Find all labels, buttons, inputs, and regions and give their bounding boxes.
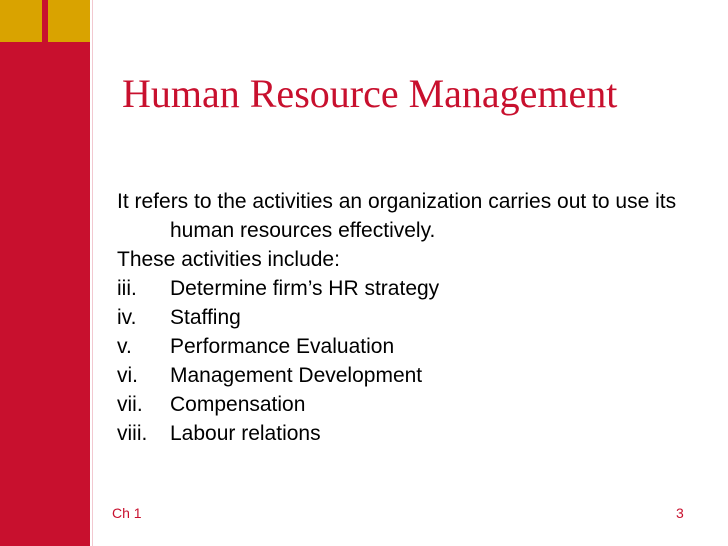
list-text: Determine firm’s HR strategy xyxy=(170,277,440,300)
list-item xyxy=(117,274,707,303)
list-text: Compensation xyxy=(170,393,306,416)
slide-body xyxy=(117,187,707,448)
list-item xyxy=(117,419,707,448)
list-number: vii. xyxy=(117,393,143,416)
list-text: Management Development xyxy=(170,364,423,387)
list-number: iv. xyxy=(117,306,137,329)
decorative-square-right xyxy=(48,0,90,42)
list-text: Performance Evaluation xyxy=(170,335,395,358)
decorative-square-left xyxy=(0,0,42,42)
slide-title: Human Resource Management xyxy=(122,71,618,116)
list-item xyxy=(117,332,707,361)
intro-paragraph: It refers to the activities an organization carries out to use its human resources effectively. xyxy=(117,190,677,242)
list-number: v. xyxy=(117,335,132,358)
list-item xyxy=(117,390,707,419)
list-number: iii. xyxy=(117,277,137,300)
list-number: viii. xyxy=(117,422,148,445)
lead-text: These activities include: xyxy=(117,248,340,271)
left-decorative-bar xyxy=(0,0,90,546)
list-number: vi. xyxy=(117,364,138,387)
list-text: Labour relations xyxy=(170,422,321,445)
footer-page-number: 3 xyxy=(676,505,684,521)
vertical-divider-line xyxy=(92,0,93,546)
list-item xyxy=(117,303,707,332)
list-item xyxy=(117,361,707,390)
list-text: Staffing xyxy=(170,306,241,329)
footer-chapter-label: Ch 1 xyxy=(112,505,142,521)
